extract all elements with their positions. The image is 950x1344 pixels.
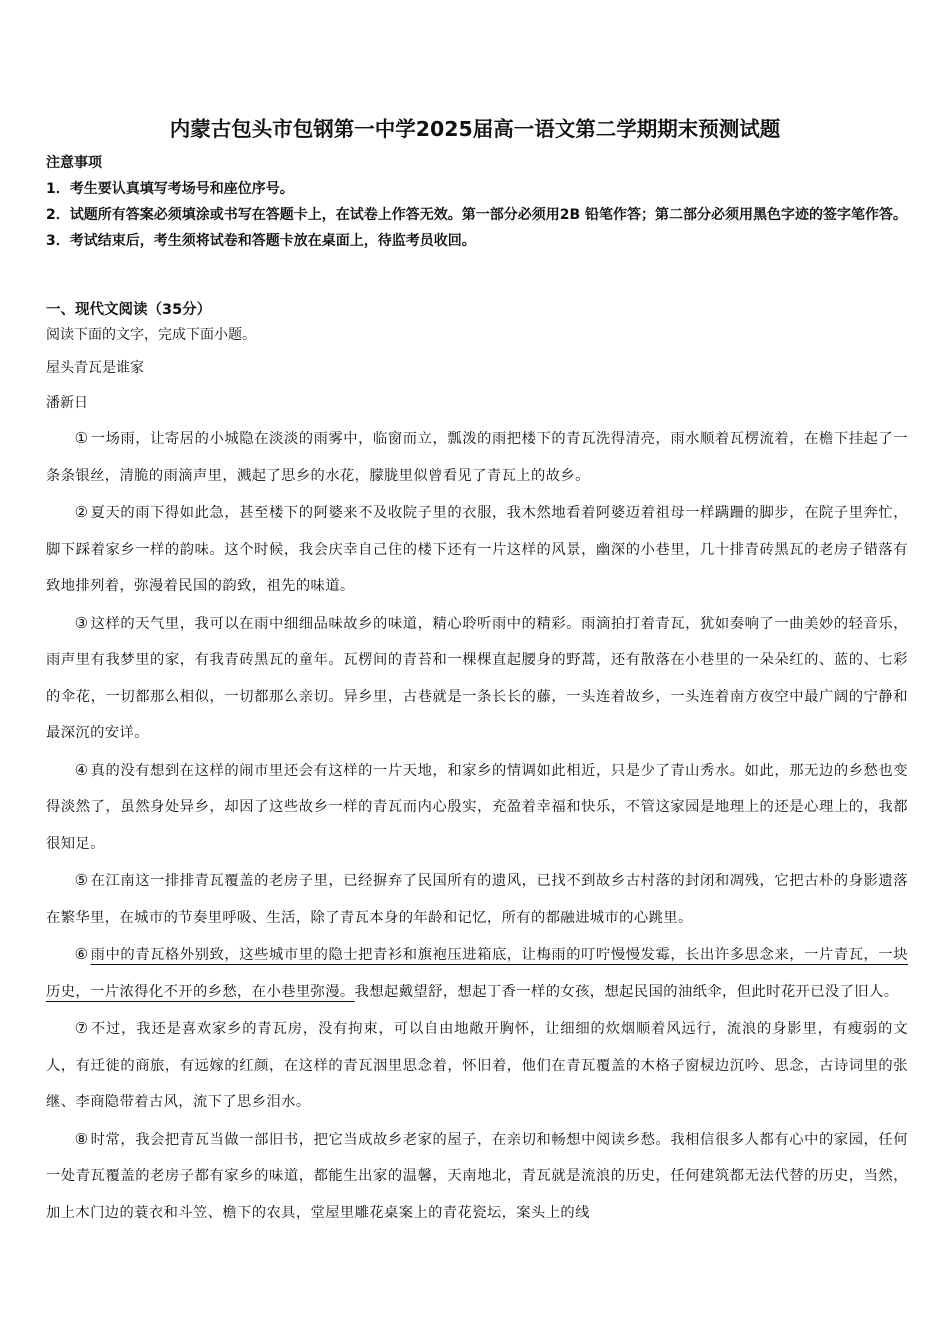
article-author: 潘新日 [46, 395, 88, 411]
paragraph-text: 时常，我会把青瓦当做一部旧书，把它当成故乡老家的屋子，在亲切和畅想中阅读乡愁。我相信很多人都有心中的家园，任何一处青瓦覆盖的老房子都有家乡的味道，都能生出家的温馨，天南地北，青瓦就是流浪的历史，任何建筑都无法代替的历史，当然，加上木门边的蓑衣和斗笠、檐下的农具，堂屋里雕花桌案上的青花瓷坛，案头上的线 [46, 1131, 908, 1221]
paragraph-text: 不过，我还是喜欢家乡的青瓦房，没有拘束，可以自由地敞开胸怀，让细细的炊烟顺着风远行，流浪的身影里，有瘦弱的文人，有迁徙的商旅，有远嫁的红颜，在这样的青瓦洇里思念着，怀旧着，他们在青瓦覆盖的木格子窗棂边沉吟、思念，古诗词里的张继、李商隐带着古风，流下了思乡泪水。 [46, 1021, 908, 1110]
paragraph-number: ② [74, 503, 89, 521]
paragraph-number: ④ [74, 760, 89, 779]
paragraph-number: ⑦ [74, 1019, 89, 1037]
paragraph-1 [46, 420, 908, 494]
paragraph-3 [46, 605, 908, 752]
paragraph-4 [46, 752, 908, 863]
notice-item: 2．试题所有答案必须填涂或书写在答题卡上，在试卷上作答无效。第一部分必须用2B 铅笔作答；第二部分必须用黑色字迹的签字笔作答。 [46, 207, 908, 223]
paragraph-number: ③ [74, 613, 89, 632]
section-heading: 一、现代文阅读（35分） [46, 302, 212, 318]
document-title: 内蒙古包头市包钢第一中学2025届高一语文第二学期期末预测试题 [169, 117, 781, 141]
paragraph-2 [46, 494, 908, 605]
paragraph-7 [46, 1010, 908, 1121]
notice-heading: 注意事项 [46, 155, 102, 171]
paragraph-text: 一场雨，让寄居的小城隐在淡淡的雨雾中，临窗而立，瓢泼的雨把楼下的青瓦洗得清亮，雨水顺着瓦楞流着，在檐下挂起了一条条银丝，清脆的雨滴声里，溅起了思乡的水花，朦胧里似曾看见了青瓦上的故乡。 [46, 431, 908, 484]
notice-block [46, 150, 911, 254]
section-instruction: 阅读下面的文字，完成下面小题。 [46, 327, 256, 343]
paragraph-number: ⑧ [74, 1129, 89, 1148]
notice-item: 3．考试结束后，考生须将试卷和答题卡放在桌面上，待监考员收回。 [46, 233, 476, 249]
article-body [46, 420, 908, 1231]
notice-item: 1．考生要认真填写考场号和座位序号。 [46, 181, 294, 197]
paragraph-number: ① [74, 429, 89, 447]
paragraph-text: 真的没有想到在这样的闹市里还会有这样的一片天地，和家乡的情调如此相近，只是少了青山秀水。如此，那无边的乡愁也变得淡然了，虽然身处异乡，却因了这些故乡一样的青瓦而内心殷实，充盈着幸福和快乐，不管这家园是地理上的还是心理上的，我都很知足。 [46, 762, 908, 852]
paragraph-text: 在江南这一排排青瓦覆盖的老房子里，已经摒弃了民国所有的遗风，已找不到故乡古村落的封闭和凋残，它把古朴的身影遗落在繁华里，在城市的节奏里呼吸、生活，除了青瓦本身的年龄和记忆，所有的都融进城市的心跳里。 [46, 873, 908, 926]
paragraph-8 [46, 1121, 908, 1232]
paragraph-text: 这样的天气里，我可以在雨中细细品味故乡的味道，精心聆听雨中的精彩。雨滴拍打着青瓦，犹如奏响了一曲美妙的轻音乐，雨声里有我梦里的家，有我青砖黑瓦的童年。瓦楞间的青苔和一棵棵直起腰身的野蒿，还有散落在小巷里的一朵朵红的、蓝的、七彩的伞花，一切都那么相似，一切都那么亲切。异乡里，古巷就是一条长长的藤，一头连着故乡，一头连着南方夜空中最广阔的宁静和最深沉的安详。 [46, 615, 908, 741]
underlined-sentence: 雨中的青瓦格外别致，这些城市里的隐士把青衫和旗袍压进箱底，让梅雨的叮咛慢慢发霉，长出许多思念来，一片青瓦，一块历史，一片浓得化不开的乡愁，在小巷里弥漫。 [46, 947, 908, 1000]
paragraph-6 [46, 936, 908, 1010]
paragraph-text: 夏天的雨下得如此急，甚至楼下的阿婆来不及收院子里的衣服，我木然地看着阿婆迈着祖母一样蹒跚的脚步，在院子里奔忙，脚下踩着家乡一样的韵味。这个时候，我会庆幸自己住的楼下还有一片这样的风景，幽深的小巷里，几十排青砖黑瓦的老房子错落有致地排列着，弥漫着民国的韵致，祖先的味道。 [46, 505, 908, 594]
paragraph-text: 我想起戴望舒，想起丁香一样的女孩，想起民国的油纸伞，但此时花开已没了旧人。 [354, 983, 899, 1000]
article-title: 屋头青瓦是谁家 [46, 360, 144, 376]
paragraph-5 [46, 862, 908, 936]
paragraph-number: ⑤ [74, 871, 89, 889]
paragraph-number: ⑥ [74, 945, 89, 963]
